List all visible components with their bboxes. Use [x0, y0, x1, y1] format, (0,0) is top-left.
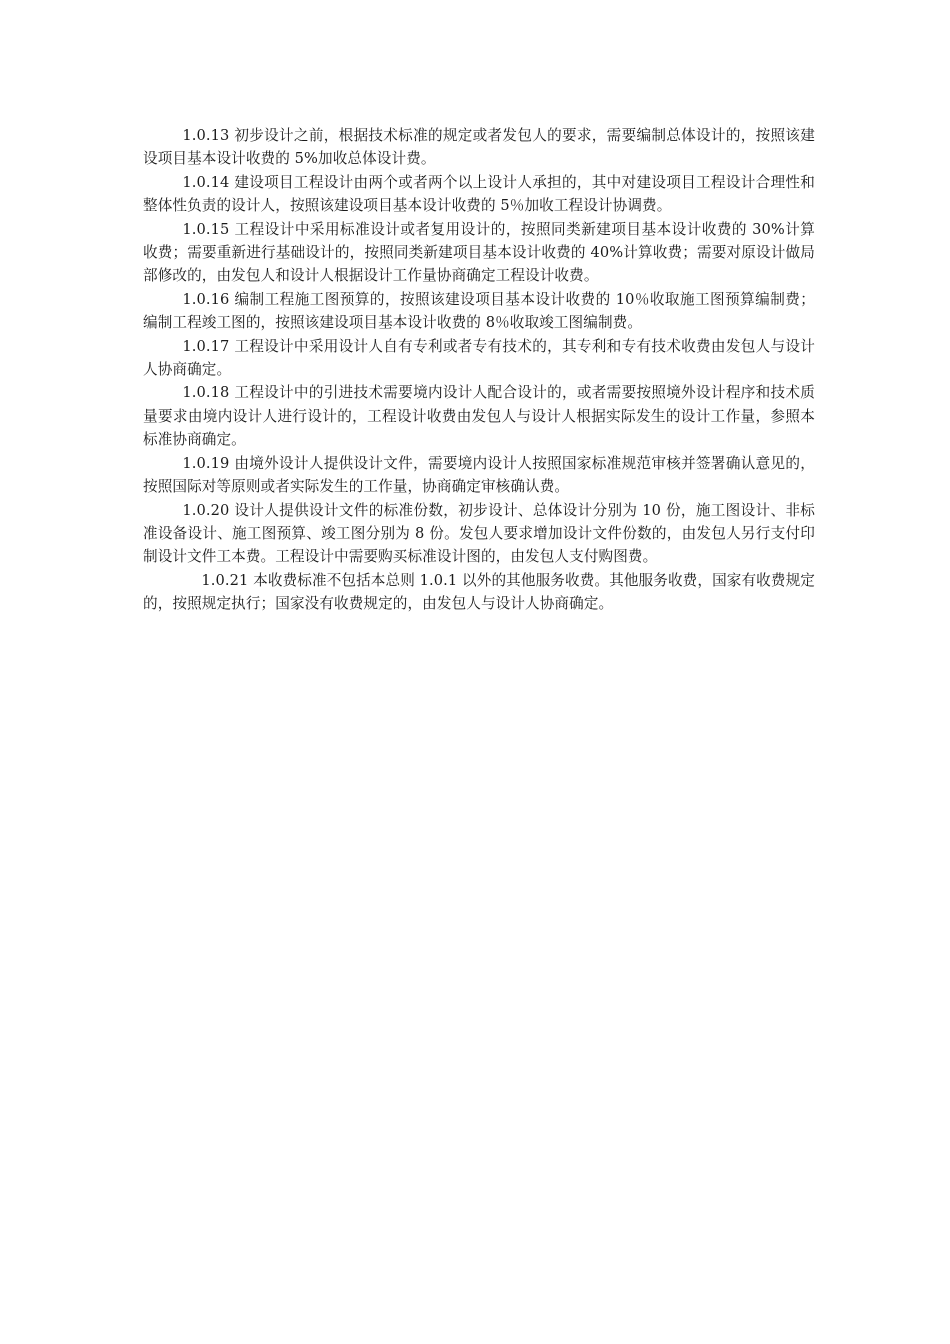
paragraph-1-0-21: 1.0.21 本收费标准不包括本总则 1.0.1 以外的其他服务收费。其他服务收费，国家有收费规定的，按照规定执行；国家没有收费规定的，由发包人与设计人协商确定。: [143, 571, 815, 613]
paragraph-1-0-19: 1.0.19 由境外设计人提供设计文件，需要境内设计人按照国家标准规范审核并签署确认意见的，按照国际对等原则或者实际发生的工作量，协商确定审核确认费。: [143, 454, 815, 496]
paragraph-1-0-13: 1.0.13 初步设计之前，根据技术标准的规定或者发包人的要求，需要编制总体设计的，按照该建设项目基本设计收费的 5%加收总体设计费。: [143, 127, 815, 168]
paragraph-1-0-18: 1.0.18 工程设计中的引进技术需要境内设计人配合设计的，或者需要按照境外设计程序和技术质量要求由境内设计人进行设计的，工程设计收费由发包人与设计人根据实际发生的设计工作量，参照本标准协商确定。: [143, 384, 815, 449]
paragraph-1-0-20: 1.0.20 设计人提供设计文件的标准份数，初步设计、总体设计分别为 10 份，施工图设计、非标准设备设计、施工图预算、竣工图分别为 8 份。发包人要求增加设计文件份数的，由发包人另行支付印制设计文件工本费。工程设计中需要购买标准设计图的，由发包人支付购图费。: [143, 501, 815, 566]
document-body: [143, 124, 815, 616]
paragraph-1-0-15: 1.0.15 工程设计中采用标准设计或者复用设计的，按照同类新建项目基本设计收费的 30%计算收费；需要重新进行基础设计的，按照同类新建项目基本设计收费的 40%计算收费；需要对原设计做局部修改的，由发包人和设计人根据设计工作量协商确定工程设计收费。: [143, 220, 815, 285]
paragraph-1-0-17: 1.0.17 工程设计中采用设计人自有专利或者专有技术的，其专利和专有技术收费由发包人与设计人协商确定。: [143, 337, 815, 379]
paragraph-1-0-14: 1.0.14 建设项目工程设计由两个或者两个以上设计人承担的，其中对建设项目工程设计合理性和整体性负责的设计人，按照该建设项目基本设计收费的 5％加收工程设计协调费。: [143, 173, 815, 215]
paragraph-1-0-16: 1.0.16 编制工程施工图预算的，按照该建设项目基本设计收费的 10％收取施工图预算编制费；编制工程竣工图的，按照该建设项目基本设计收费的 8％收取竣工图编制费。: [143, 290, 815, 332]
